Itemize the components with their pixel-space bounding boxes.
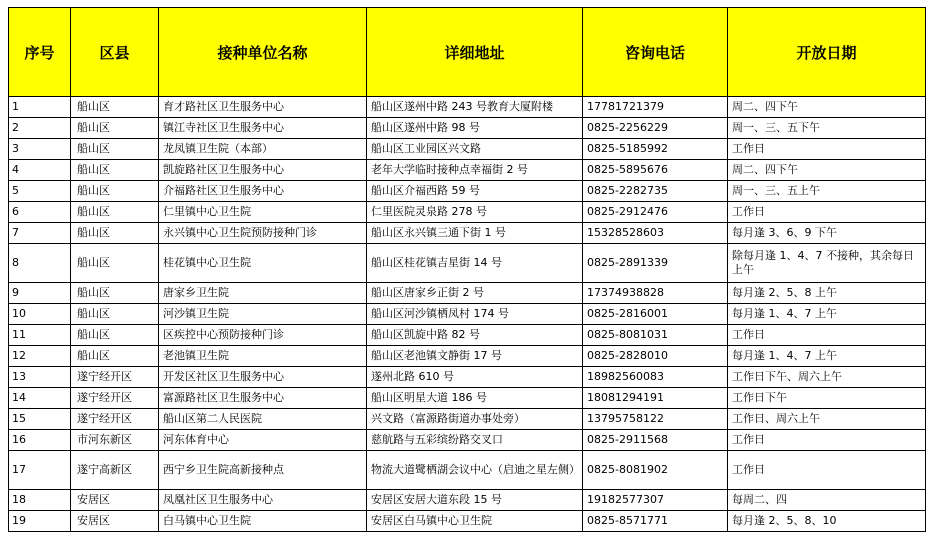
cell-address: 安居区白马镇中心卫生院: [367, 511, 583, 532]
table-row: [9, 490, 926, 511]
cell-address: 老年大学临时接种点幸福街 2 号: [367, 160, 583, 181]
cell-phone: 0825-2911568: [583, 430, 728, 451]
cell-district: 船山区: [71, 223, 159, 244]
table-row: [9, 451, 926, 490]
cell-address: 物流大道鹭栖湖会议中心（启迪之星左侧）: [367, 451, 583, 490]
cell-open-days: 工作日、周六上午: [728, 409, 926, 430]
cell-district: 遂宁经开区: [71, 388, 159, 409]
cell-phone: 18081294191: [583, 388, 728, 409]
cell-unit-name: 凤凰社区卫生服务中心: [159, 490, 367, 511]
cell-district: 船山区: [71, 139, 159, 160]
cell-address: 船山区遂州中路 98 号: [367, 118, 583, 139]
cell-phone: 0825-2912476: [583, 202, 728, 223]
cell-index: 1: [9, 97, 71, 118]
cell-phone: 17374938828: [583, 283, 728, 304]
table-row: [9, 181, 926, 202]
cell-phone: 15328528603: [583, 223, 728, 244]
cell-unit-name: 桂花镇中心卫生院: [159, 244, 367, 283]
table-row: [9, 202, 926, 223]
cell-index: 12: [9, 346, 71, 367]
cell-address: 船山区工业园区兴文路: [367, 139, 583, 160]
table-row: [9, 367, 926, 388]
cell-address: 慈航路与五彩缤纷路交叉口: [367, 430, 583, 451]
cell-unit-name: 白马镇中心卫生院: [159, 511, 367, 532]
cell-address: 船山区凯旋中路 82 号: [367, 325, 583, 346]
table-row: [9, 304, 926, 325]
cell-phone: 0825-2891339: [583, 244, 728, 283]
cell-unit-name: 富源路社区卫生服务中心: [159, 388, 367, 409]
cell-index: 10: [9, 304, 71, 325]
cell-district: 安居区: [71, 490, 159, 511]
cell-address: 船山区介福西路 59 号: [367, 181, 583, 202]
table-row: [9, 283, 926, 304]
cell-index: 2: [9, 118, 71, 139]
cell-unit-name: 凯旋路社区卫生服务中心: [159, 160, 367, 181]
cell-unit-name: 区疾控中心预防接种门诊: [159, 325, 367, 346]
cell-phone: 18982560083: [583, 367, 728, 388]
cell-phone: 19182577307: [583, 490, 728, 511]
cell-address: 船山区永兴镇三通下街 1 号: [367, 223, 583, 244]
cell-index: 7: [9, 223, 71, 244]
cell-index: 11: [9, 325, 71, 346]
cell-index: 4: [9, 160, 71, 181]
cell-address: 遂州北路 610 号: [367, 367, 583, 388]
cell-address: 船山区桂花镇吉星街 14 号: [367, 244, 583, 283]
cell-open-days: 工作日: [728, 202, 926, 223]
cell-index: 17: [9, 451, 71, 490]
cell-district: 船山区: [71, 160, 159, 181]
cell-district: 船山区: [71, 244, 159, 283]
cell-index: 18: [9, 490, 71, 511]
cell-phone: 0825-8571771: [583, 511, 728, 532]
cell-index: 19: [9, 511, 71, 532]
header-open-days: 开放日期: [728, 8, 926, 97]
cell-district: 市河东新区: [71, 430, 159, 451]
cell-address: 船山区老池镇文静街 17 号: [367, 346, 583, 367]
header-address: 详细地址: [367, 8, 583, 97]
cell-open-days: 工作日: [728, 451, 926, 490]
header-unit-name: 接种单位名称: [159, 8, 367, 97]
cell-unit-name: 船山区第二人民医院: [159, 409, 367, 430]
cell-district: 船山区: [71, 202, 159, 223]
header-phone: 咨询电话: [583, 8, 728, 97]
table-row: [9, 118, 926, 139]
cell-phone: 13795758122: [583, 409, 728, 430]
cell-unit-name: 西宁乡卫生院高新接种点: [159, 451, 367, 490]
cell-unit-name: 河沙镇卫生院: [159, 304, 367, 325]
cell-district: 遂宁高新区: [71, 451, 159, 490]
cell-index: 15: [9, 409, 71, 430]
cell-district: 船山区: [71, 181, 159, 202]
table-row: [9, 97, 926, 118]
cell-unit-name: 介福路社区卫生服务中心: [159, 181, 367, 202]
cell-unit-name: 唐家乡卫生院: [159, 283, 367, 304]
table-row: [9, 223, 926, 244]
table-row: [9, 244, 926, 283]
table-row: [9, 325, 926, 346]
cell-unit-name: 永兴镇中心卫生院预防接种门诊: [159, 223, 367, 244]
cell-address: 安居区安居大道东段 15 号: [367, 490, 583, 511]
cell-district: 船山区: [71, 97, 159, 118]
cell-unit-name: 龙凤镇卫生院（本部）: [159, 139, 367, 160]
cell-open-days: 每周二、四: [728, 490, 926, 511]
cell-open-days: 周二、四下午: [728, 160, 926, 181]
cell-district: 船山区: [71, 325, 159, 346]
cell-phone: 0825-2256229: [583, 118, 728, 139]
cell-phone: 0825-2816001: [583, 304, 728, 325]
cell-index: 14: [9, 388, 71, 409]
cell-unit-name: 老池镇卫生院: [159, 346, 367, 367]
cell-open-days: 工作日下午、周六上午: [728, 367, 926, 388]
cell-open-days: 工作日: [728, 325, 926, 346]
cell-phone: 0825-5185992: [583, 139, 728, 160]
cell-address: 船山区遂州中路 243 号教育大厦附楼: [367, 97, 583, 118]
table-row: [9, 511, 926, 532]
table-row: [9, 388, 926, 409]
cell-open-days: 工作日下午: [728, 388, 926, 409]
cell-unit-name: 开发区社区卫生服务中心: [159, 367, 367, 388]
cell-address: 船山区河沙镇栖凤村 174 号: [367, 304, 583, 325]
cell-phone: 17781721379: [583, 97, 728, 118]
cell-index: 3: [9, 139, 71, 160]
cell-index: 8: [9, 244, 71, 283]
cell-district: 船山区: [71, 283, 159, 304]
cell-unit-name: 仁里镇中心卫生院: [159, 202, 367, 223]
table-row: [9, 160, 926, 181]
cell-address: 船山区明星大道 186 号: [367, 388, 583, 409]
cell-open-days: 周二、四下午: [728, 97, 926, 118]
cell-unit-name: 河东体育中心: [159, 430, 367, 451]
cell-index: 13: [9, 367, 71, 388]
header-row: [9, 8, 926, 97]
cell-address: 兴文路（富源路街道办事处旁）: [367, 409, 583, 430]
cell-open-days: 工作日: [728, 139, 926, 160]
table-row: [9, 409, 926, 430]
table-row: [9, 346, 926, 367]
cell-district: 安居区: [71, 511, 159, 532]
cell-phone: 0825-8081902: [583, 451, 728, 490]
cell-phone: 0825-8081031: [583, 325, 728, 346]
cell-address: 船山区唐家乡正街 2 号: [367, 283, 583, 304]
cell-open-days: 每月逢 1、4、7 上午: [728, 304, 926, 325]
cell-phone: 0825-2282735: [583, 181, 728, 202]
cell-unit-name: 镇江寺社区卫生服务中心: [159, 118, 367, 139]
cell-phone: 0825-2828010: [583, 346, 728, 367]
cell-open-days: 周一、三、五下午: [728, 118, 926, 139]
cell-index: 16: [9, 430, 71, 451]
table-row: [9, 139, 926, 160]
cell-open-days: 工作日: [728, 430, 926, 451]
header-district: 区县: [71, 8, 159, 97]
cell-district: 船山区: [71, 118, 159, 139]
table-row: [9, 430, 926, 451]
cell-open-days: 每月逢 3、6、9 下午: [728, 223, 926, 244]
cell-index: 6: [9, 202, 71, 223]
cell-open-days: 除每月逢 1、4、7 不接种，其余每日上午: [728, 244, 926, 283]
cell-phone: 0825-5895676: [583, 160, 728, 181]
cell-address: 仁里医院灵泉路 278 号: [367, 202, 583, 223]
cell-open-days: 每月逢 2、5、8、10: [728, 511, 926, 532]
cell-open-days: 每月逢 2、5、8 上午: [728, 283, 926, 304]
cell-unit-name: 育才路社区卫生服务中心: [159, 97, 367, 118]
cell-index: 9: [9, 283, 71, 304]
cell-district: 船山区: [71, 346, 159, 367]
cell-index: 5: [9, 181, 71, 202]
cell-open-days: 周一、三、五上午: [728, 181, 926, 202]
cell-district: 遂宁经开区: [71, 367, 159, 388]
cell-open-days: 每月逢 1、4、7 上午: [728, 346, 926, 367]
cell-district: 遂宁经开区: [71, 409, 159, 430]
cell-district: 船山区: [71, 304, 159, 325]
header-index: 序号: [9, 8, 71, 97]
vaccination-sites-table: [8, 7, 926, 532]
